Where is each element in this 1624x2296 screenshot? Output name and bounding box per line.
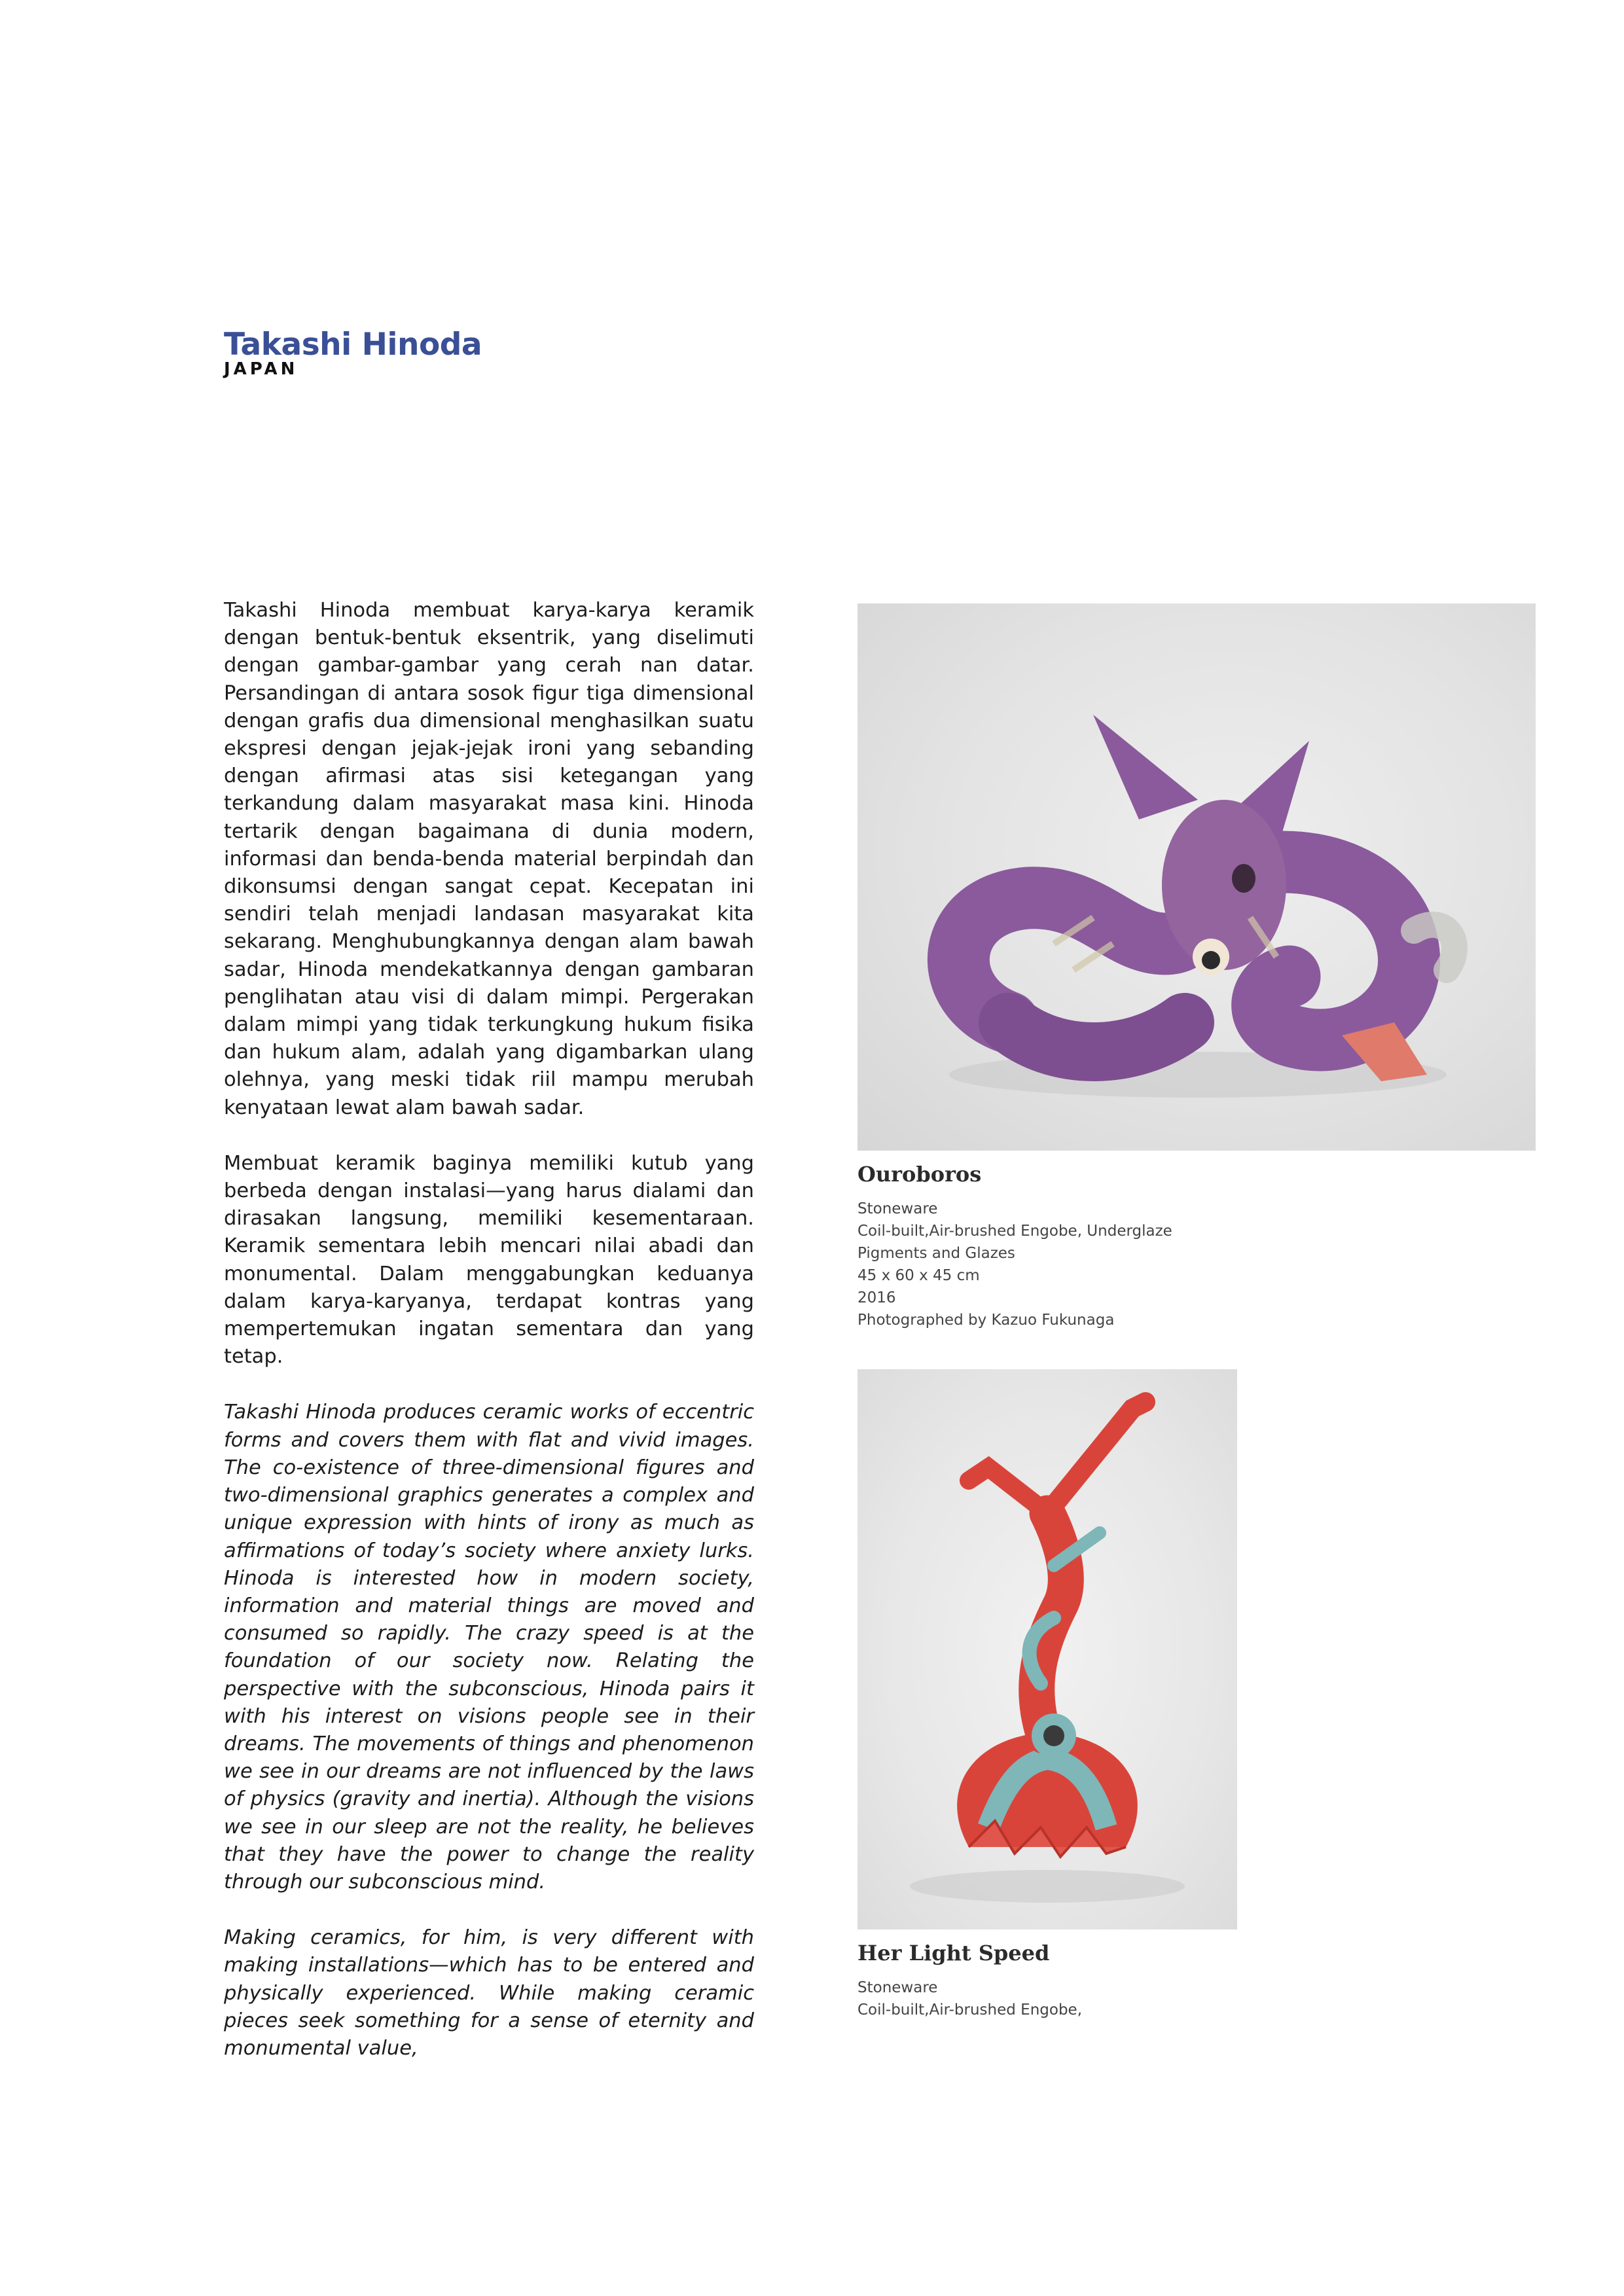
artwork-title: Her Light Speed <box>857 1941 1050 1965</box>
artwork-dimensions: 45 x 60 x 45 cm <box>857 1267 980 1284</box>
artwork-title: Ouroboros <box>857 1162 982 1187</box>
artwork-technique: Coil-built,Air-brushed Engobe, Underglaze <box>857 1223 1172 1240</box>
artwork-figure-her-light-speed <box>857 1369 1237 2028</box>
artwork-details <box>857 1977 1237 2021</box>
artist-country: JAPAN <box>224 359 298 379</box>
her-light-speed-sculpture-illustration <box>857 1369 1237 1929</box>
paragraph-en-1: Takashi Hinoda produces ceramic works of eccentric forms and covers them with flat and vivid images. The co-existence of three-dimensional figures and two-dimensional graphics generates a complex and unique expression with hints of irony as much as affirmations of today’s society where anxiety lurks. Hinoda is interested how in modern society, information and material things are moved and consumed so rapidly. The crazy speed is at the foundation of our society now. Relating the perspective with the subconscious, Hinoda pairs it with his interest on visions people see in their dreams. The movements of things and phenomenon we see in our dreams are not influenced by the laws of physics (gravity and inertia). Although the visions we see in our sleep are not the reality, he believes that they have the power to change the reality through our subconscious mind. <box>224 1401 754 1893</box>
body-text <box>224 597 754 2060</box>
artwork-technique: Coil-built,Air-brushed Engobe, <box>857 2001 1083 2018</box>
artist-header <box>224 327 482 378</box>
artwork-technique-continued: Pigments and Glazes <box>857 1245 1015 1262</box>
artwork-year: 2016 <box>857 1289 896 1306</box>
artwork-details <box>857 1198 1536 1331</box>
artwork-photo-ouroboros <box>857 603 1536 1151</box>
ouroboros-sculpture-illustration <box>857 603 1536 1151</box>
paragraph-en-2: Making ceramics, for him, is very different with making installations—which has to be entered and physically experienced. While making ceramic pieces seek something for a sense of eternity and monumental value, <box>224 1926 754 2060</box>
paragraph-id-1: Takashi Hinoda membuat karya-karya keramik dengan bentuk-bentuk eksentrik, yang diselimuti dengan gambar-gambar yang cerah nan datar. Persandingan di antara sosok figur tiga dimensional dengan grafis dua dimensional menghasilkan suatu ekspresi dengan jejak-jejak ironi yang sebanding dengan afirmasi atas sisi ketegangan yang terkandung dalam masyarakat masa kini. Hinoda tertarik dengan bagaimana di dunia modern, informasi dan benda-benda material berpindah dan dikonsumsi dengan sangat cepat. Kecepatan ini sendiri telah menjadi landasan masyarakat kita sekarang. Menghubungkannya dengan alam bawah sadar, Hinoda mendekatkannya dengan gambaran penglihatan atau visi di dalam mimpi. Pergerakan dalam mimpi yang tidak terkungkung hukum fisika dan hukum alam, adalah yang digambarkan ulang olehnya, yang meski tidak riil mampu merubah kenyataan lewat alam bawah sadar. <box>224 599 754 1119</box>
artist-name: Takashi Hinoda <box>224 327 482 363</box>
artwork-material: Stoneware <box>857 1200 938 1217</box>
paragraph-id-2: Membuat keramik baginya memiliki kutub yang berbeda dengan instalasi—yang harus dialami dan dirasakan langsung, memiliki kesementaraan. Keramik sementara lebih mencari nilai abadi dan monumental. Dalam menggabungkan keduanya dalam karya-karyanya, terdapat kontras yang mempertemukan ingatan sementara dan yang tetap. <box>224 1151 754 1369</box>
artwork-photo-her-light-speed <box>857 1369 1237 1929</box>
artwork-material: Stoneware <box>857 1979 938 1996</box>
artwork-photo-credit: Photographed by Kazuo Fukunaga <box>857 1312 1115 1329</box>
artwork-figure-ouroboros <box>857 603 1536 1331</box>
